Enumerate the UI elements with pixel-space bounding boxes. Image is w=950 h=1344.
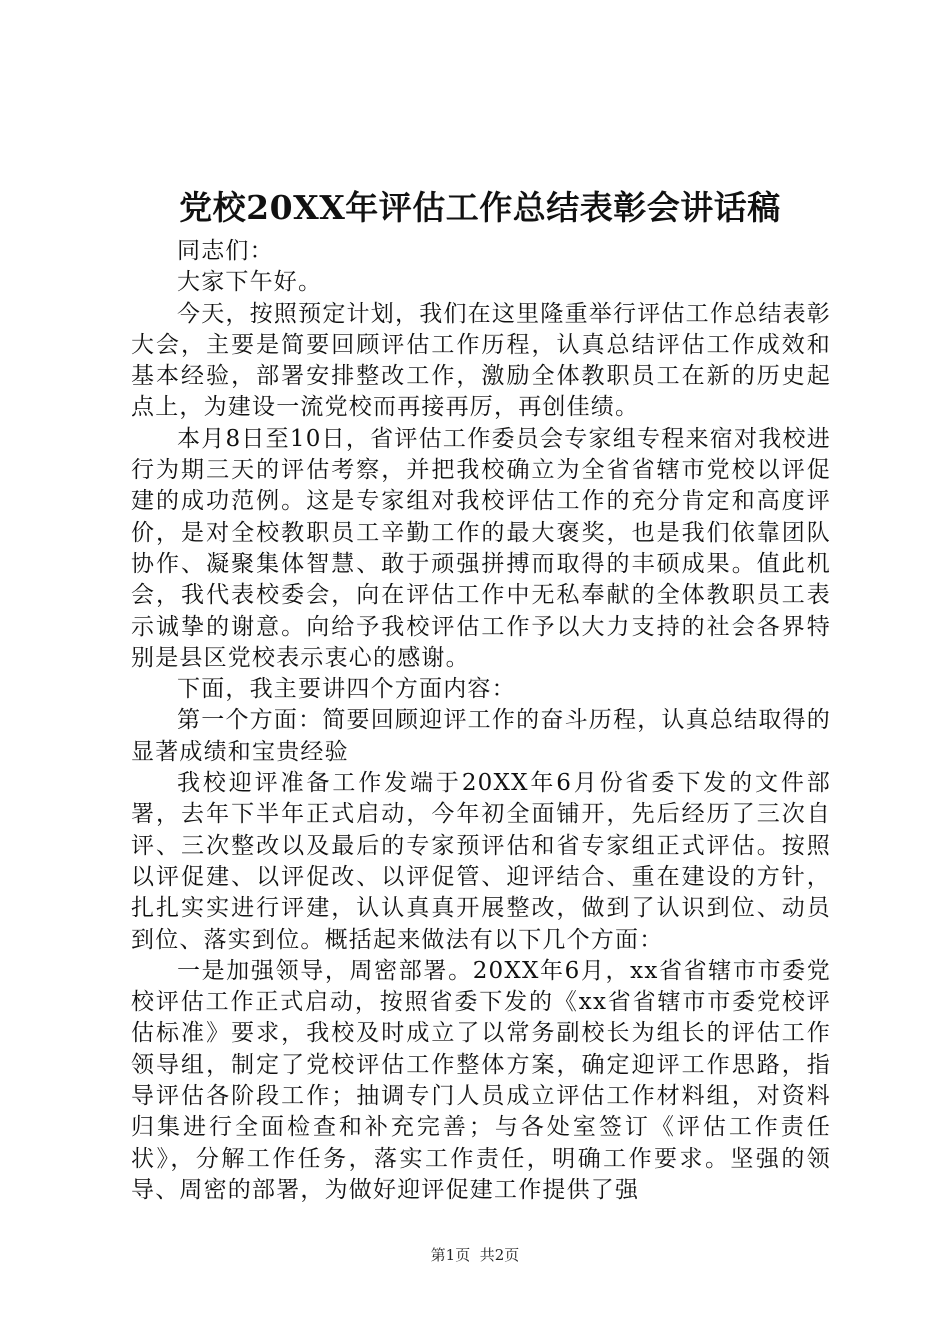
section-heading-one: 第一个方面：简要回顾迎评工作的奋斗历程，认真总结取得的显著成绩和宝贵经验 [131, 707, 831, 765]
paragraph-history: 我校迎评准备工作发端于20XX年6月份省委下发的文件部署，去年下半年正式启动，今年初全面铺开，先后经历了三次自评、三次整改以及最后的专家预评估和省专家组正式评估。按照以评促建、以评促改、以评促管、迎评结合、重在建设的方针，扎扎实实进行评建，认认真真开展整改，做到了认识到位、动员到位、落实到位。概括起来做法有以下几个方面： [131, 770, 831, 953]
page-total: 共2页 [479, 1246, 520, 1264]
paragraph-opening: 今天，按照预定计划，我们在这里隆重举行评估工作总结表彰大会，主要是简要回顾评估工作历程，认真总结评估工作成效和基本经验，部署安排整改工作，激励全体教职员工在新的历史起点上，为建设一流党校而再接再厉，再创佳绩。 [131, 300, 831, 421]
document-body [131, 236, 831, 1206]
paragraph-leadership: 一是加强领导，周密部署。20XX年6月，xx省省辖市市委党校评估工作正式启动，按照省委下发的《xx省省辖市市委党校评估标准》要求，我校及时成立了以常务副校长为组长的评估工作领导组，制定了党校评估工作整体方案，确定迎评工作思路，指导评估各阶段工作；抽调专门人员成立评估工作材料组，对资料归集进行全面检查和补充完善；与各处室签订《评估工作责任状》，分解工作任务，落实工作责任，明确工作要求。坚强的领导、周密的部署，为做好迎评促建工作提供了强 [131, 957, 831, 1203]
paragraph-evaluation-review: 本月8日至10日，省评估工作委员会专家组专程来宿对我校进行为期三天的评估考察，并把我校确立为全省省辖市党校以评促建的成功范例。这是专家组对我校评估工作的充分肯定和高度评价，是对全校教职员工辛勤工作的最大褒奖，也是我们依靠团队协作、凝聚集体智慧、敢于顽强拼搏而取得的丰硕成果。值此机会，我代表校委会，向在评估工作中无私奉献的全体教职员工表示诚挚的谢意。向给予我校评估工作予以大力支持的社会各界特别是县区党校表示衷心的感谢。 [131, 425, 831, 671]
paragraph-greeting: 同志们： [177, 238, 274, 264]
page-footer [0, 1245, 950, 1265]
paragraph-outline: 下面，我主要讲四个方面内容： [177, 676, 516, 703]
paragraph-salutation: 大家下午好。 [177, 269, 323, 296]
document-title: 党校20XX年评估工作总结表彰会讲话稿 [179, 188, 781, 227]
page-number: 第1页 [430, 1246, 471, 1264]
footer-separator [470, 1246, 480, 1264]
